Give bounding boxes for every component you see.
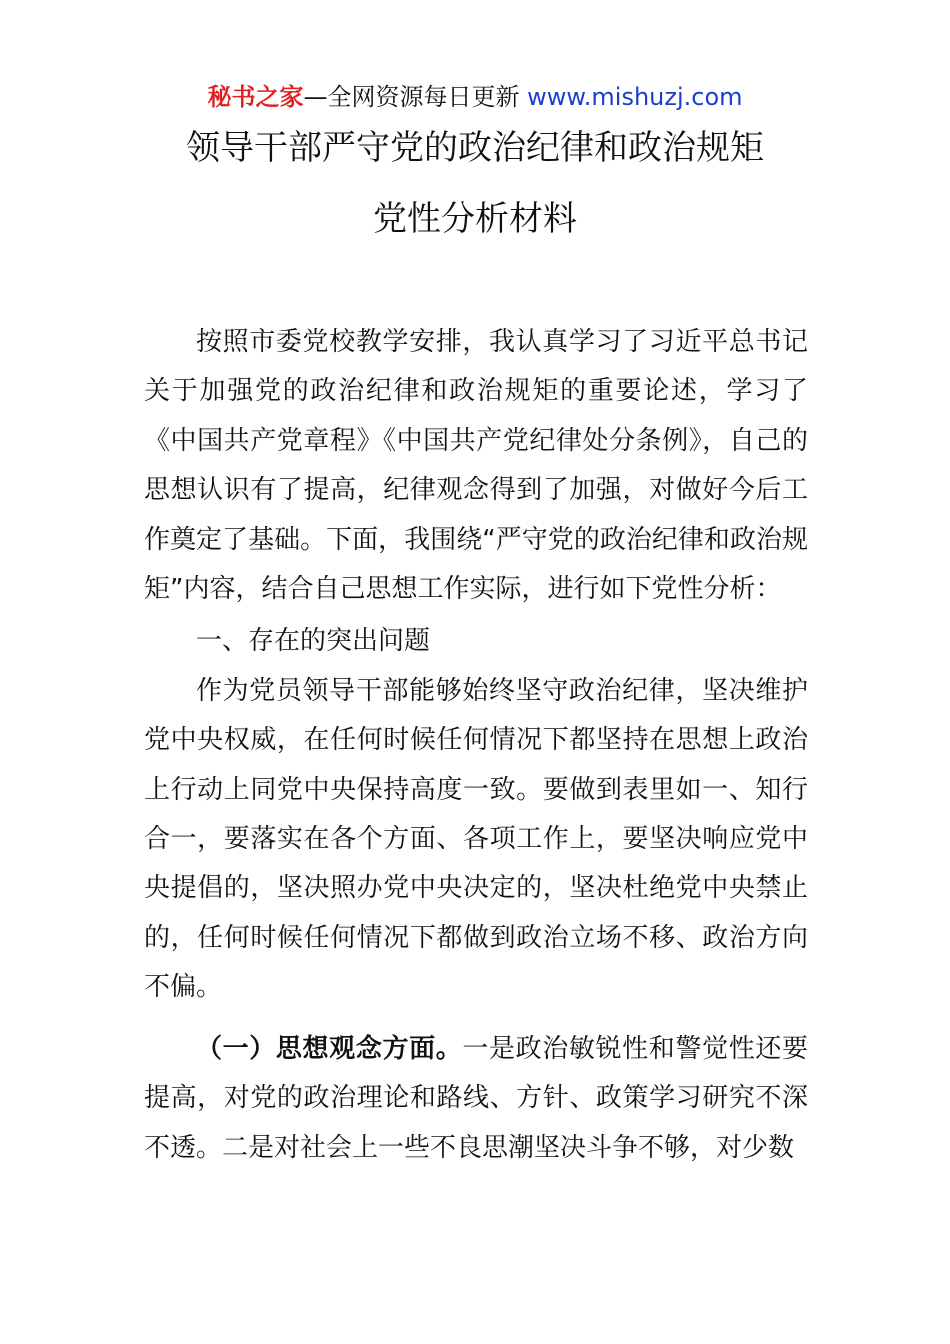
section-heading: 一、存在的突出问题 xyxy=(196,626,431,657)
site-tagline: —全网资源每日更新 xyxy=(303,83,528,111)
subsection-text: 一是政治敏锐性和警觉性还要提高，对党的政治理论和路线、方针、政策学习研究不深不透。二是对社会上一些不良思潮坚决斗争不够，对少数 xyxy=(144,1033,808,1163)
subsection-paragraph xyxy=(144,1025,808,1173)
site-brand: 秘书之家 xyxy=(207,83,304,111)
document-body xyxy=(144,318,808,1173)
subsection-heading: （一）思想观念方面。 xyxy=(196,1033,463,1064)
site-header xyxy=(0,82,950,112)
intro-paragraph: 按照市委党校教学安排，我认真学习了习近平总书记关于加强党的政治纪律和政治规矩的重要论述，学习了《中国共产党章程》《中国共产党纪律处分条例》，自己的思想认识有了提高，纪律观念得到了加强，对做好今后工作奠定了基础。下面，我围绕“严守党的政治纪律和政治规矩”内容，结合自己思想工作实际，进行如下党性分析： xyxy=(144,327,808,605)
site-url-link[interactable]: www.mishuzj.com xyxy=(527,83,743,111)
section-paragraph: 作为党员领导干部能够始终坚守政治纪律，坚决维护党中央权威，在任何时候任何情况下都坚持在思想上政治上行动上同党中央保持高度一致。要做到表里如一、知行合一，要落实在各个方面、各项工作上，要坚决响应党中央提倡的，坚决照办党中央决定的，坚决杜绝党中央禁止的，任何时候任何情况下都做到政治立场不移、政治方向不偏。 xyxy=(144,675,808,1003)
document-title: 领导干部严守党的政治纪律和政治规矩 xyxy=(186,128,764,168)
document-subtitle: 党性分析材料 xyxy=(373,199,577,239)
